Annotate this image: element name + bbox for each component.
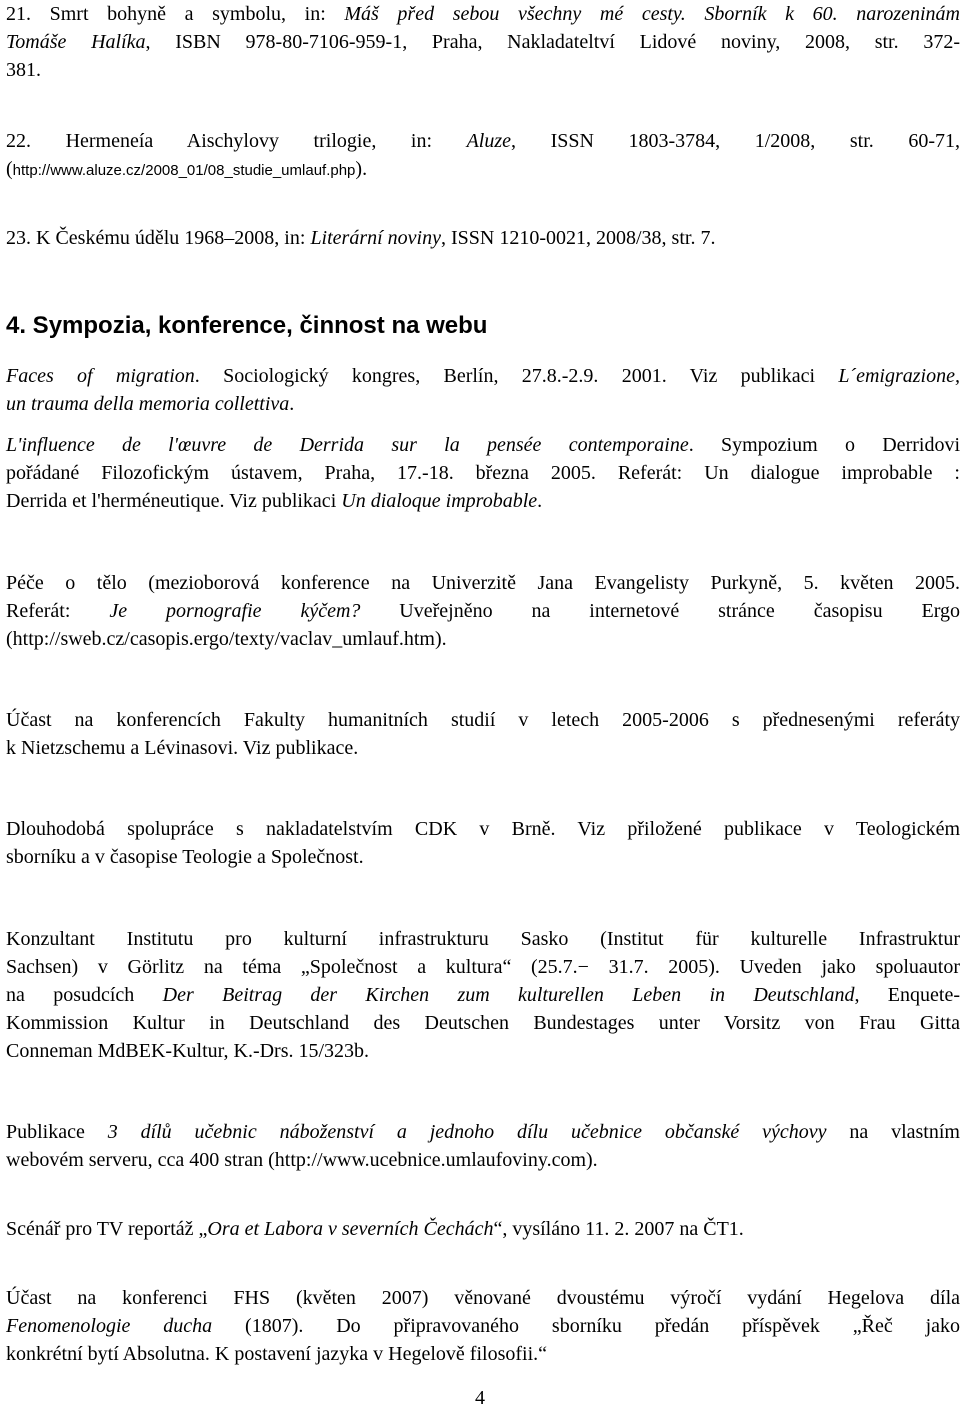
- entry-text: Sachsen) v Görlitz na téma „Společnost a kultura“ (25.7.− 31.7. 2005). Uveden jako spoluautor: [6, 956, 960, 978]
- item-title: Aluze: [466, 130, 512, 152]
- entry-title: Un dialoque improbable: [341, 490, 538, 512]
- entry-derrida-symposium: [6, 431, 960, 515]
- entry-text: Referát:: [6, 600, 110, 622]
- item-text: , ISBN 978-80-7106-959-1, Praha, Nakladateltví Lidové noviny, 2008, str. 372-: [145, 31, 960, 53]
- entry-fhs-conferences: [6, 706, 960, 762]
- item-text: 381.: [6, 59, 41, 81]
- entry-title: Fenomenologie ducha: [6, 1315, 213, 1337]
- entry-tv-report: [6, 1215, 960, 1243]
- entry-text: pořádané Filozofickým ústavem, Praha, 17.-18. března 2005. Referát: Un dialogue improbable :: [6, 462, 960, 484]
- item-title: Máš před sebou všechny mé cesty. Sborník k 60. narozeninám: [344, 3, 960, 25]
- item-title: Literární noviny: [310, 227, 441, 249]
- publication-item-21: [6, 0, 960, 84]
- entry-text: na vlastním: [826, 1121, 960, 1143]
- entry-text: na posudcích: [6, 984, 163, 1006]
- entry-text: . Sociologický kongres, Berlín, 27.8.-2.9. 2001. Viz publikaci: [194, 365, 839, 387]
- item-text: 22. Hermeneía Aischylovy trilogie, in:: [6, 130, 467, 152]
- entry-title: un trauma della memoria collettiva: [6, 393, 290, 415]
- entry-text: Derrida et l'herméneutique. Viz publikaci: [6, 490, 342, 512]
- paren-open: (: [6, 158, 13, 180]
- entry-text: k Nietzschemu a Lévinasovi. Viz publikace.: [6, 737, 359, 759]
- entry-title: Der Beitrag der Kirchen zum kulturellen Leben in Deutschland: [162, 984, 855, 1006]
- entry-text: Publikace: [6, 1121, 108, 1143]
- entry-title: Faces of migration: [6, 365, 195, 387]
- entry-text: Dlouhodobá spolupráce s nakladatelstvím CDK v Brně. Viz přiložené publikace v Teologickém: [6, 818, 960, 840]
- entry-textbooks: [6, 1118, 960, 1174]
- item-text: 23. K Českému údělu 1968–2008, in:: [6, 227, 311, 249]
- entry-text: , Enquete-: [854, 984, 960, 1006]
- entry-text: Uveřejněno na internetové stránce časopisu Ergo: [360, 600, 960, 622]
- entry-text: sborníku a v časopise Teologie a Společnost.: [6, 846, 364, 868]
- page-number: 4: [475, 1387, 485, 1409]
- entry-faces-of-migration: [6, 362, 960, 418]
- entry-text: (1807). Do připravovaného sborníku předán příspěvek „Řeč jako: [212, 1315, 960, 1337]
- entry-sasko-consultant: [6, 925, 960, 1065]
- item-text: , ISSN 1210-0021, 2008/38, str. 7.: [440, 227, 716, 249]
- entry-cdk-cooperation: [6, 815, 960, 871]
- entry-text: webovém serveru, cca 400 stran (http://www.ucebnice.umlaufoviny.com).: [6, 1149, 598, 1171]
- entry-text: .: [289, 393, 295, 415]
- entry-text: (http://sweb.cz/casopis.ergo/texty/vaclav_umlauf.htm).: [6, 628, 447, 650]
- entry-text: Účast na konferenci FHS (květen 2007) věnované dvoustému výročí vydání Hegelova díla: [6, 1287, 960, 1309]
- entry-text: .: [537, 490, 543, 512]
- publication-item-23: [6, 224, 960, 252]
- item-text: 21. Smrt bohyně a symbolu, in:: [6, 3, 345, 25]
- entry-title: 3 dílů učebnic náboženství a jednoho dílu učebnice občanské výchovy: [107, 1121, 827, 1143]
- entry-title: L´emigrazione,: [838, 365, 960, 387]
- entry-text: “, vysíláno 11. 2. 2007 na ČT1.: [493, 1218, 744, 1240]
- item-title: Tomáše Halíka: [6, 31, 146, 53]
- paren-close: ).: [355, 158, 368, 180]
- entry-title: Je pornografie kýčem?: [109, 600, 361, 622]
- entry-text: Péče o tělo (mezioborová konference na Univerzitě Jana Evangelisty Purkyně, 5. květen 2005.: [6, 572, 960, 594]
- entry-text: Scénář pro TV reportáž „: [6, 1218, 208, 1240]
- entry-pece-o-telo: [6, 569, 960, 653]
- entry-text: Kommission Kultur in Deutschland des Deutschen Bundestages unter Vorsitz von Frau Gitta: [6, 1012, 960, 1034]
- entry-text: Účast na konferencích Fakulty humanitních studií v letech 2005-2006 s přednesenými referáty: [6, 709, 960, 731]
- entry-text: Konzultant Institutu pro kulturní infrastrukturu Sasko (Institut für kulturelle Infrastruktur: [6, 928, 960, 950]
- item-text: , ISSN 1803-3784, 1/2008, str. 60-71,: [511, 130, 960, 152]
- article-link[interactable]: http://www.aluze.cz/2008_01/08_studie_umlauf.php: [12, 162, 356, 179]
- entry-title: L'influence de l'œuvre de Derrida sur la pensée contemporaine: [6, 434, 689, 456]
- entry-fhs-hegel: [6, 1284, 960, 1368]
- entry-title: Ora et Labora v severních Čechách: [207, 1218, 494, 1240]
- entry-text: Conneman MdBEK-Kultur, K.-Drs. 15/323b.: [6, 1040, 370, 1062]
- publication-item-22: [6, 127, 960, 185]
- entry-text: konkrétní bytí Absolutna. K postavení jazyka v Hegelově filosofii.“: [6, 1343, 547, 1365]
- section-heading: 4. Sympozia, konference, činnost na webu: [6, 312, 488, 339]
- entry-text: . Sympozium o Derridovi: [688, 434, 960, 456]
